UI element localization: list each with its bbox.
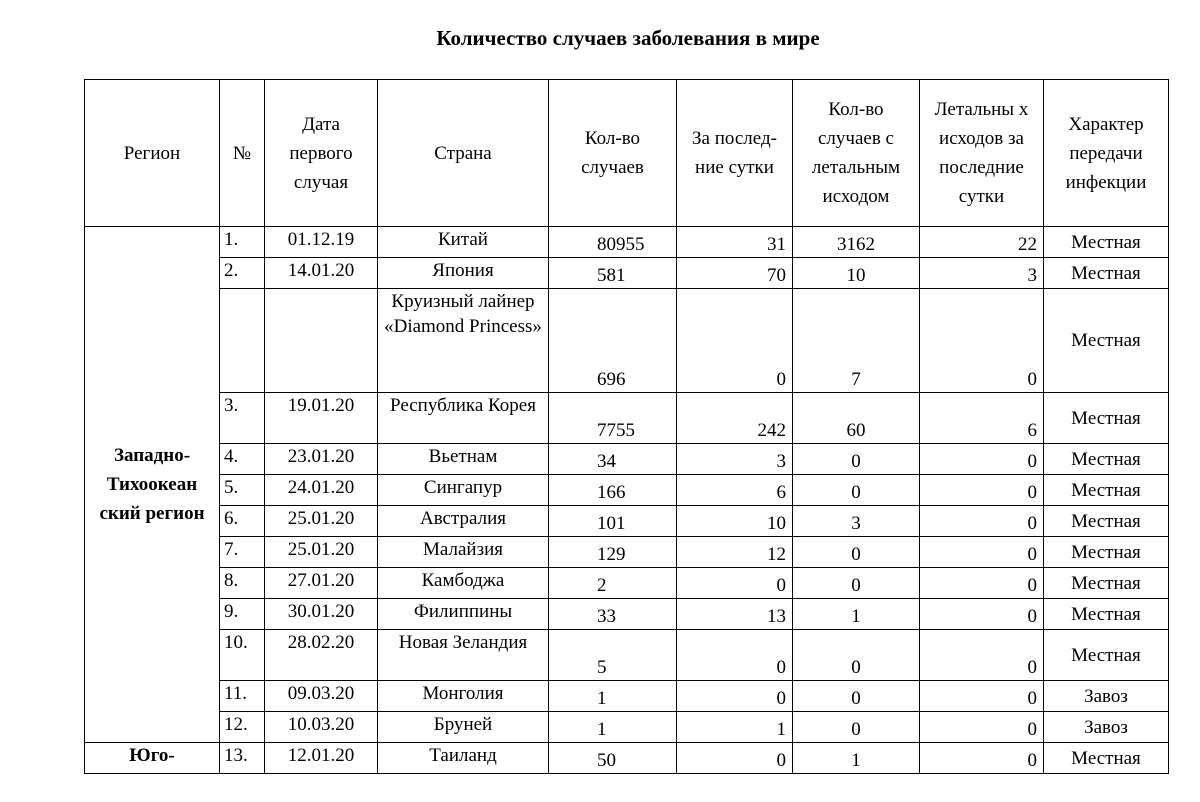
row-mode: Местная xyxy=(1044,444,1169,475)
row-mode: Местная xyxy=(1044,475,1169,506)
row-country: Малайзия xyxy=(378,537,549,568)
row-mode: Местная xyxy=(1044,393,1169,444)
row-deaths: 1 xyxy=(793,599,920,630)
row-date: 14.01.20 xyxy=(265,258,378,289)
table-row xyxy=(85,712,1169,743)
region-west-pacific: Западно-Тихоокеан ский регион xyxy=(85,227,220,743)
row-date: 19.01.20 xyxy=(265,393,378,444)
row-deaths-last: 0 xyxy=(920,444,1044,475)
region-south-east: Юго- xyxy=(85,743,220,774)
row-mode: Местная xyxy=(1044,568,1169,599)
table-row xyxy=(85,743,1169,774)
row-date: 27.01.20 xyxy=(265,568,378,599)
row-num: 2. xyxy=(220,258,265,289)
row-country: Круизный лайнер «Diamond Princess» xyxy=(378,289,549,393)
row-deaths: 3 xyxy=(793,506,920,537)
table-row xyxy=(85,289,1169,393)
row-cases: 696 xyxy=(549,289,677,393)
row-last-day: 31 xyxy=(677,227,793,258)
header-country: Страна xyxy=(378,80,549,227)
row-mode: Местная xyxy=(1044,743,1169,774)
row-num: 11. xyxy=(220,681,265,712)
row-last-day: 70 xyxy=(677,258,793,289)
row-deaths-last: 0 xyxy=(920,712,1044,743)
row-country: Филиппины xyxy=(378,599,549,630)
row-mode: Местная xyxy=(1044,506,1169,537)
row-cases: 129 xyxy=(549,537,677,568)
row-date: 30.01.20 xyxy=(265,599,378,630)
row-mode: Местная xyxy=(1044,630,1169,681)
table-row xyxy=(85,393,1169,444)
row-deaths: 0 xyxy=(793,537,920,568)
row-date: 01.12.19 xyxy=(265,227,378,258)
row-deaths-last: 0 xyxy=(920,681,1044,712)
row-mode: Местная xyxy=(1044,537,1169,568)
row-date: 23.01.20 xyxy=(265,444,378,475)
row-date: 25.01.20 xyxy=(265,537,378,568)
row-last-day: 0 xyxy=(677,630,793,681)
row-deaths-last: 0 xyxy=(920,743,1044,774)
row-cases: 166 xyxy=(549,475,677,506)
row-last-day: 0 xyxy=(677,681,793,712)
table-row xyxy=(85,537,1169,568)
row-deaths-last: 6 xyxy=(920,393,1044,444)
row-num: 7. xyxy=(220,537,265,568)
row-cases: 50 xyxy=(549,743,677,774)
row-deaths: 0 xyxy=(793,630,920,681)
header-region: Регион xyxy=(85,80,220,227)
header-num: № xyxy=(220,80,265,227)
row-last-day: 3 xyxy=(677,444,793,475)
header-deaths-last: Летальны х исходов за последние сутки xyxy=(920,80,1044,227)
header-cases: Кол-во случаев xyxy=(549,80,677,227)
row-country: Таиланд xyxy=(378,743,549,774)
row-cases: 1 xyxy=(549,681,677,712)
table-row xyxy=(85,444,1169,475)
row-country: Бруней xyxy=(378,712,549,743)
row-country: Китай xyxy=(378,227,549,258)
table-row xyxy=(85,599,1169,630)
header-row xyxy=(85,80,1169,227)
row-cases: 2 xyxy=(549,568,677,599)
row-last-day: 0 xyxy=(677,568,793,599)
row-country: Сингапур xyxy=(378,475,549,506)
row-num: 13. xyxy=(220,743,265,774)
row-last-day: 10 xyxy=(677,506,793,537)
row-num: 12. xyxy=(220,712,265,743)
row-cases: 1 xyxy=(549,712,677,743)
row-deaths: 0 xyxy=(793,475,920,506)
header-deaths: Кол-во случаев с летальным исходом xyxy=(793,80,920,227)
row-date: 25.01.20 xyxy=(265,506,378,537)
document-title: Количество случаев заболевания в мире xyxy=(436,26,820,50)
row-country: Монголия xyxy=(378,681,549,712)
row-cases: 33 xyxy=(549,599,677,630)
table-row xyxy=(85,258,1169,289)
row-mode: Местная xyxy=(1044,258,1169,289)
row-num: 5. xyxy=(220,475,265,506)
row-last-day: 12 xyxy=(677,537,793,568)
row-deaths: 1 xyxy=(793,743,920,774)
row-deaths: 0 xyxy=(793,681,920,712)
header-date: Дата первого случая xyxy=(265,80,378,227)
row-deaths: 0 xyxy=(793,712,920,743)
row-mode: Местная xyxy=(1044,289,1169,393)
header-mode: Характер передачи инфекции xyxy=(1044,80,1169,227)
row-mode: Завоз xyxy=(1044,681,1169,712)
cases-table xyxy=(84,79,1169,774)
row-cases: 34 xyxy=(549,444,677,475)
row-cases: 101 xyxy=(549,506,677,537)
row-date: 10.03.20 xyxy=(265,712,378,743)
row-num: 4. xyxy=(220,444,265,475)
row-deaths-last: 22 xyxy=(920,227,1044,258)
row-date: 28.02.20 xyxy=(265,630,378,681)
row-deaths-last: 0 xyxy=(920,630,1044,681)
row-mode: Местная xyxy=(1044,599,1169,630)
table-row xyxy=(85,475,1169,506)
row-cases: 5 xyxy=(549,630,677,681)
row-mode: Местная xyxy=(1044,227,1169,258)
row-country: Камбоджа xyxy=(378,568,549,599)
row-num: 6. xyxy=(220,506,265,537)
table-row xyxy=(85,681,1169,712)
table-row xyxy=(85,506,1169,537)
table-row xyxy=(85,227,1169,258)
table-row xyxy=(85,568,1169,599)
row-date: 24.01.20 xyxy=(265,475,378,506)
row-num: 9. xyxy=(220,599,265,630)
row-deaths-last: 0 xyxy=(920,599,1044,630)
row-deaths-last: 0 xyxy=(920,475,1044,506)
row-last-day: 6 xyxy=(677,475,793,506)
row-deaths: 3162 xyxy=(793,227,920,258)
row-cases: 80955 xyxy=(549,227,677,258)
row-deaths-last: 0 xyxy=(920,568,1044,599)
row-country: Республика Корея xyxy=(378,393,549,444)
row-num: 3. xyxy=(220,393,265,444)
row-last-day: 13 xyxy=(677,599,793,630)
row-last-day: 0 xyxy=(677,289,793,393)
row-num: 10. xyxy=(220,630,265,681)
row-country: Япония xyxy=(378,258,549,289)
row-country: Вьетнам xyxy=(378,444,549,475)
row-num: 8. xyxy=(220,568,265,599)
row-deaths-last: 0 xyxy=(920,289,1044,393)
row-deaths: 0 xyxy=(793,444,920,475)
row-last-day: 242 xyxy=(677,393,793,444)
row-last-day: 1 xyxy=(677,712,793,743)
row-deaths-last: 0 xyxy=(920,537,1044,568)
row-deaths: 10 xyxy=(793,258,920,289)
row-date xyxy=(265,289,378,393)
row-deaths: 60 xyxy=(793,393,920,444)
header-last-day: За послед-ние сутки xyxy=(677,80,793,227)
table-row xyxy=(85,630,1169,681)
row-date: 12.01.20 xyxy=(265,743,378,774)
row-deaths: 7 xyxy=(793,289,920,393)
row-cases: 7755 xyxy=(549,393,677,444)
row-deaths: 0 xyxy=(793,568,920,599)
row-deaths-last: 3 xyxy=(920,258,1044,289)
row-cases: 581 xyxy=(549,258,677,289)
row-country: Новая Зеландия xyxy=(378,630,549,681)
row-date: 09.03.20 xyxy=(265,681,378,712)
row-last-day: 0 xyxy=(677,743,793,774)
row-num: 1. xyxy=(220,227,265,258)
row-num xyxy=(220,289,265,393)
row-deaths-last: 0 xyxy=(920,506,1044,537)
row-mode: Завоз xyxy=(1044,712,1169,743)
row-country: Австралия xyxy=(378,506,549,537)
